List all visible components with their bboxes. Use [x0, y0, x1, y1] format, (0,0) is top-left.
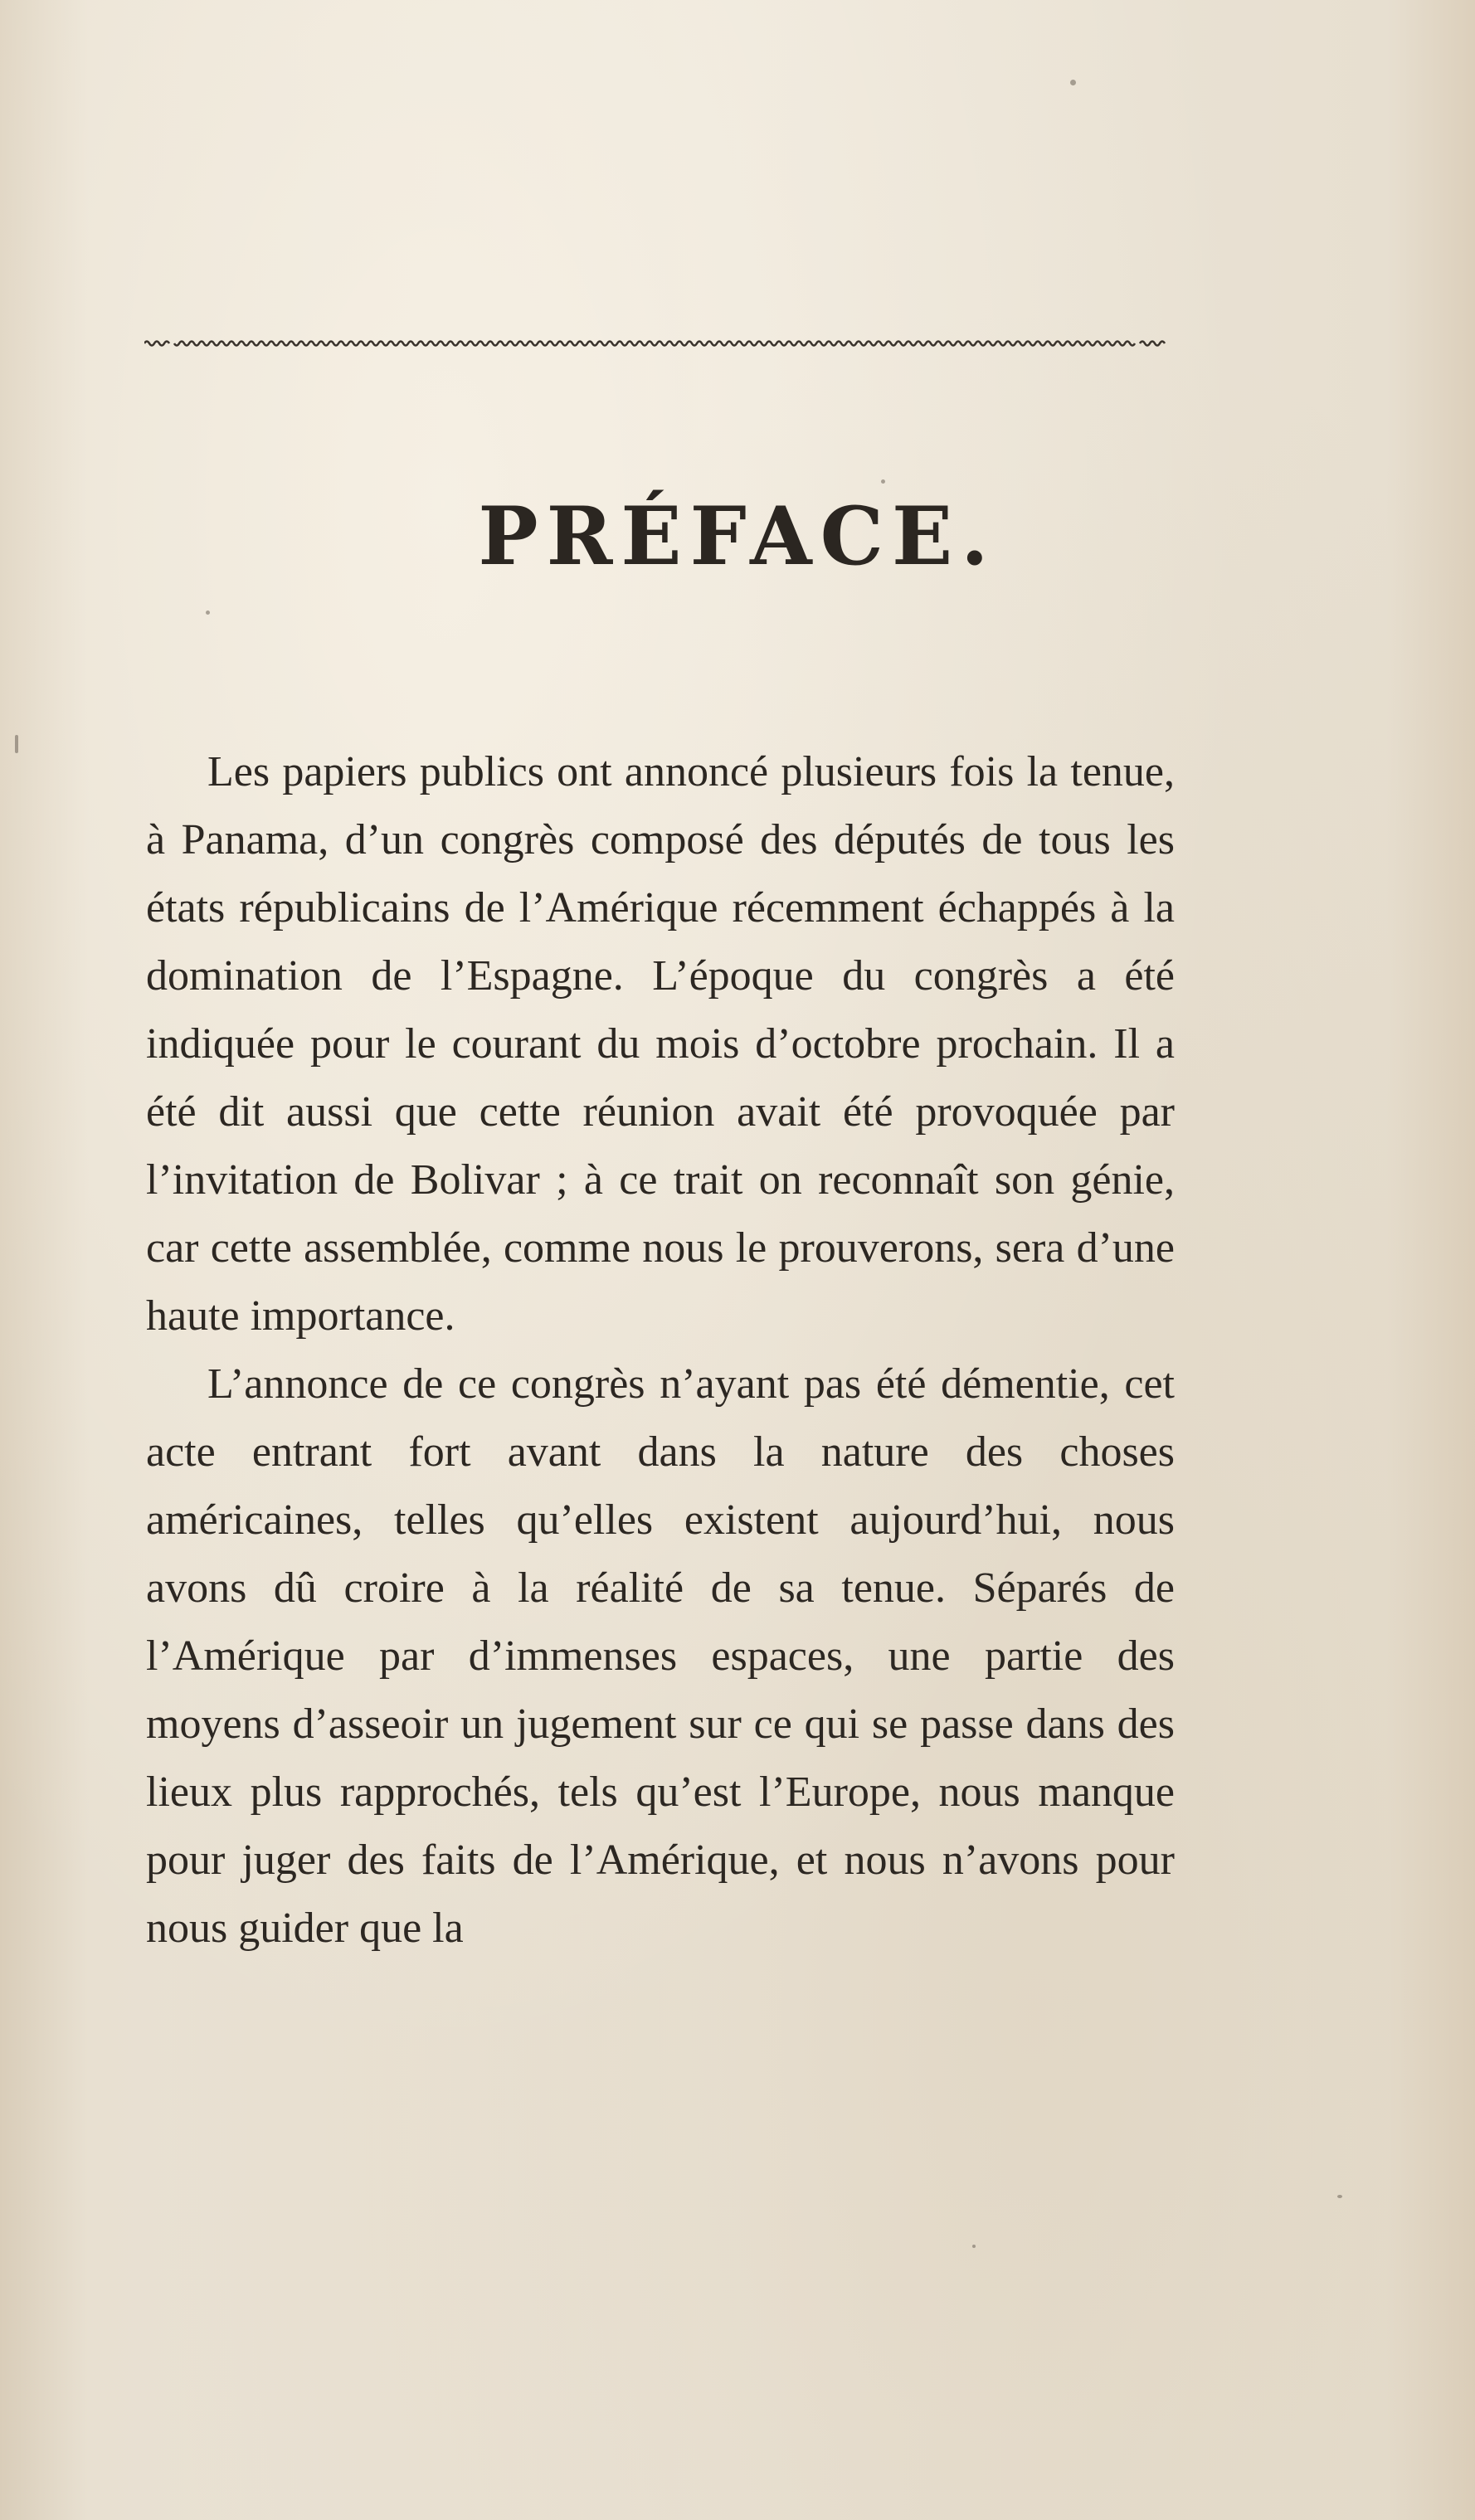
paper-speck: [1337, 2195, 1342, 2198]
body-text: [146, 738, 1175, 1963]
paper-speck: [1070, 80, 1076, 85]
paper-speck: [15, 735, 18, 753]
header-ornament-rule: [144, 335, 1166, 352]
paragraph-1: Les papiers publics ont annoncé plusieurs fois la tenue, à Panama, d’un congrès composé des députés de tous les états républicains de l’Amérique récemment échappés à la domination de l’Espagne. L’époque du congrès a été indiquée pour le courant du mois d’octobre prochain. Il a été dit aussi que cette réunion avait été provoquée par l’invitation de Bolivar ; à ce trait on reconnaît son génie, car cette assemblée, comme nous le prouverons, sera d’une haute importance.: [146, 748, 1175, 1340]
paper-speck: [972, 2245, 976, 2248]
paper-speck: [206, 611, 210, 615]
paragraph-2: L’annonce de ce congrès n’ayant pas été démentie, cet acte entrant fort avant dans la nature des choses américaines, telles qu’elles existent aujourd’hui, nous avons dû croire à la réalité de sa tenue. Séparés de l’Amérique par d’immenses espaces, une partie des moyens d’asseoir un jugement sur ce qui se passe dans des lieux plus rapprochés, tels qu’est l’Europe, nous manque pour juger des faits de l’Amérique, et nous n’avons pour nous guider que la: [146, 1360, 1175, 1952]
page-title: PRÉFACE.: [478, 489, 997, 583]
paper-speck: [881, 479, 885, 484]
